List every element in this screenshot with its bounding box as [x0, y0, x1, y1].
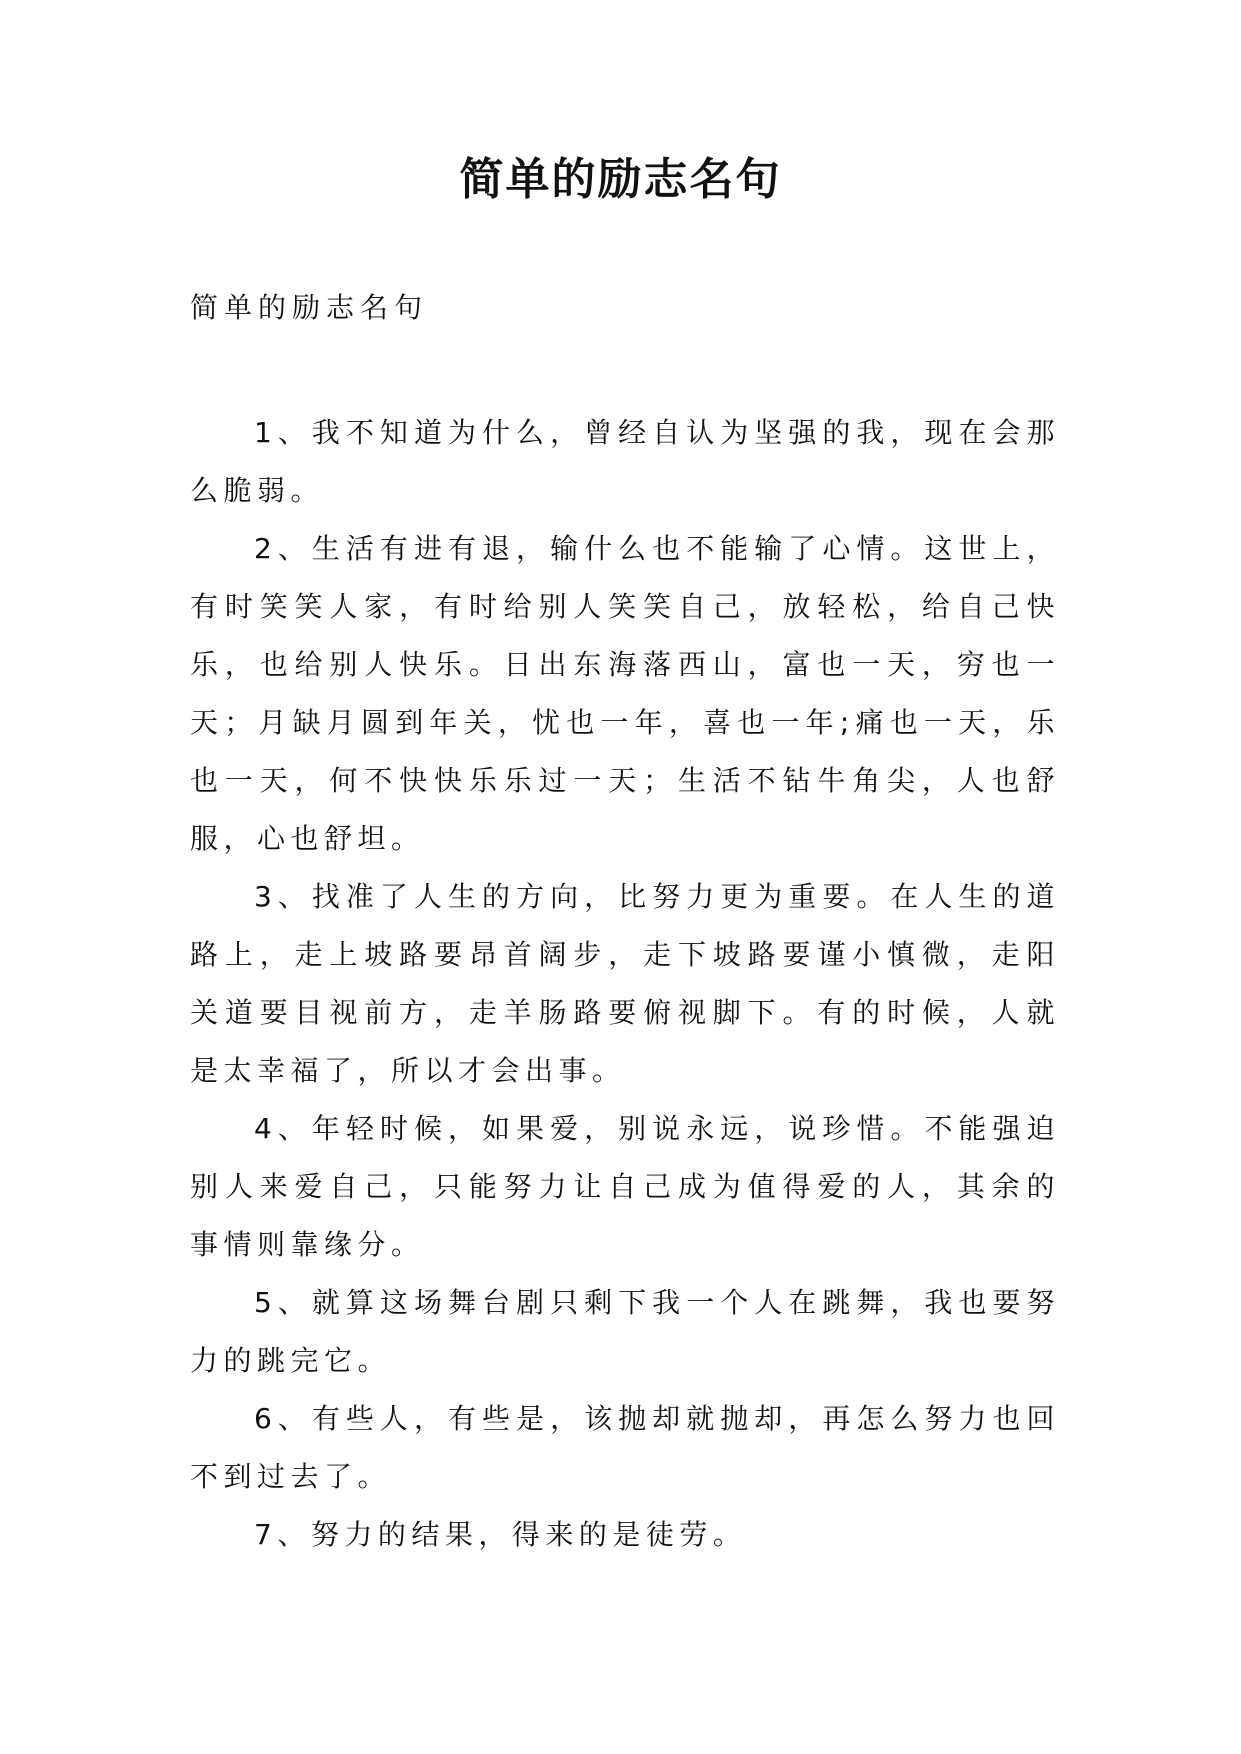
paragraph-1: 1、我不知道为什么，曾经自认为坚强的我，现在会那么脆弱。: [190, 416, 1060, 507]
paragraph-3: 3、找准了人生的方向，比努力更为重要。在人生的道路上，走上坡路要昂首阔步，走下坡路要谨小慎微，走阳关道要目视前方，走羊肠路要俯视脚下。有的时候，人就是太幸福了，所以才会出事。: [190, 880, 1060, 1087]
paragraph-4: 4、年轻时候，如果爱，别说永远，说珍惜。不能强迫别人来爱自己，只能努力让自己成为值得爱的人，其余的事情则靠缘分。: [190, 1112, 1060, 1261]
document-body: [190, 404, 1060, 1564]
paragraph-5: 5、就算这场舞台剧只剩下我一个人在跳舞，我也要努力的跳完它。: [190, 1286, 1060, 1377]
document-subtitle: 简单的励志名句: [190, 291, 429, 324]
paragraph-2: 2、生活有进有退，输什么也不能输了心情。这世上，有时笑笑人家，有时给别人笑笑自己，放轻松，给自己快乐，也给别人快乐。日出东海落西山，富也一天，穷也一天；月缺月圆到年关，忧也一年，喜也一年;痛也一天，乐也一天，何不快快乐乐过一天；生活不钻牛角尖，人也舒服，心也舒坦。: [190, 532, 1060, 855]
paragraph-7: 7、努力的结果，得来的是徒劳。: [254, 1518, 747, 1551]
paragraph-6: 6、有些人，有些是，该抛却就抛却，再怎么努力也回不到过去了。: [190, 1402, 1060, 1493]
document-title: 简单的励志名句: [459, 154, 782, 205]
